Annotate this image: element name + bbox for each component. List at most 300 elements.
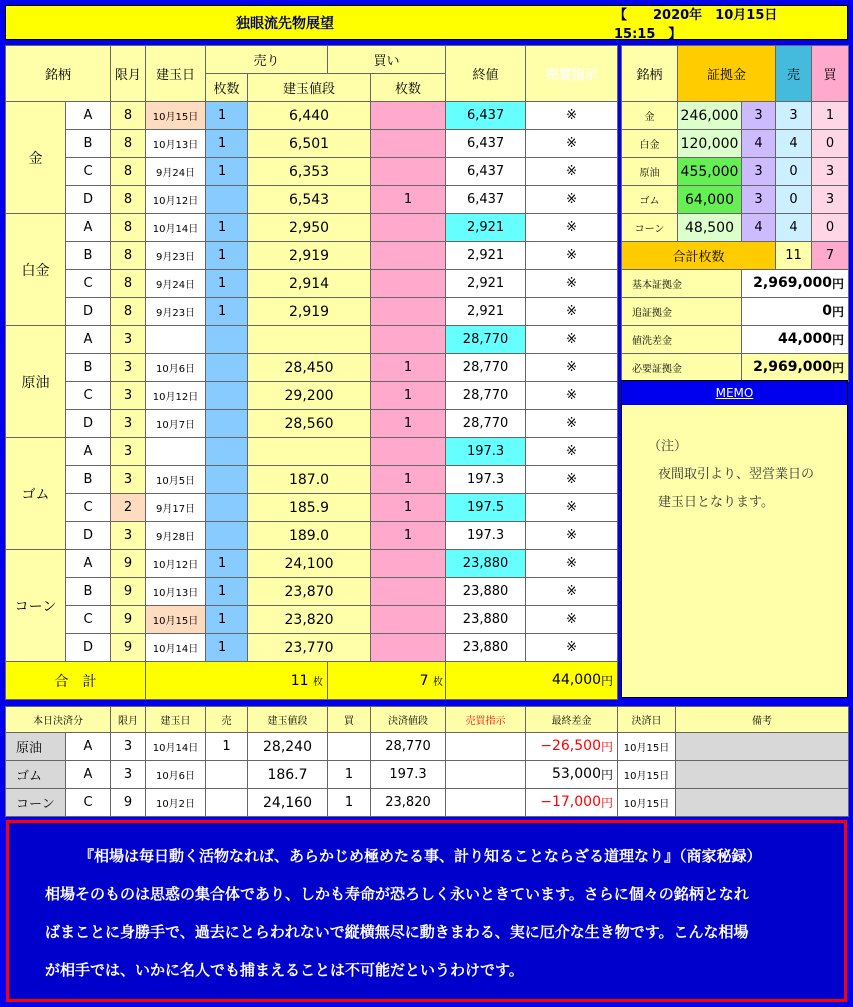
date: 10月15日 xyxy=(146,606,206,634)
close: 6,437 xyxy=(446,186,526,214)
signal: ※ xyxy=(526,354,618,382)
signal: ※ xyxy=(526,158,618,186)
date: 9月24日 xyxy=(146,158,206,186)
side-name: ゴム xyxy=(622,186,678,214)
sell-count xyxy=(206,354,248,382)
limit-letter: C xyxy=(66,270,111,298)
entry-price: 2,950 xyxy=(248,214,371,242)
side-margin: 455,000 xyxy=(678,158,742,186)
settle-note xyxy=(676,789,849,817)
settle-col-c8: 最終差金 xyxy=(526,707,618,733)
entry-price: 28,450 xyxy=(248,354,371,382)
total-sell-value: 11 xyxy=(290,672,309,689)
buy-count xyxy=(371,298,446,326)
sell-count xyxy=(206,410,248,438)
sell-count: 1 xyxy=(206,242,248,270)
buy-count: 1 xyxy=(371,382,446,410)
table-row xyxy=(6,550,618,578)
buy-count xyxy=(371,214,446,242)
date: 10月6日 xyxy=(146,354,206,382)
table-row xyxy=(6,578,618,606)
side-count: 3 xyxy=(742,102,776,130)
total-diff xyxy=(446,662,618,700)
yen-unit: 円 xyxy=(601,674,614,688)
table-row xyxy=(6,298,618,326)
buy-count xyxy=(371,102,446,130)
settlement-table xyxy=(5,706,849,817)
side-sell: 0 xyxy=(776,186,812,214)
settle-sell xyxy=(206,789,248,817)
settle-col-c2: 建玉日 xyxy=(146,707,206,733)
date: 10月12日 xyxy=(146,186,206,214)
yen-unit: 円 xyxy=(832,277,845,291)
total-diff-value: 44,000 xyxy=(552,672,602,688)
table-row xyxy=(6,270,618,298)
close: 2,921 xyxy=(446,214,526,242)
buy-count xyxy=(371,270,446,298)
settle-col-c3: 売 xyxy=(206,707,248,733)
side-name: 白金 xyxy=(622,130,678,158)
limit-letter: C xyxy=(66,494,111,522)
quote-line-1: 『相場は毎日動く活物なれば、あらかじめ極めたる事、計り知ることならざる道理なり』（商家秘録） xyxy=(79,847,762,865)
close: 28,770 xyxy=(446,410,526,438)
signal: ※ xyxy=(526,522,618,550)
settle-note xyxy=(676,761,849,789)
table-row xyxy=(6,102,618,130)
side-margin: 246,000 xyxy=(678,102,742,130)
quote-box xyxy=(6,820,847,1002)
date: 10月5日 xyxy=(146,466,206,494)
date-time: 【 2020年 10月15日 15:15 】 xyxy=(614,7,791,42)
sell-count xyxy=(206,438,248,466)
date: 10月15日 xyxy=(146,102,206,130)
settle-price: 24,160 xyxy=(248,789,328,817)
entry-price: 6,353 xyxy=(248,158,371,186)
settle-col-c6: 決済値段 xyxy=(371,707,446,733)
close: 197.3 xyxy=(446,522,526,550)
entry-price: 28,560 xyxy=(248,410,371,438)
sell-count: 1 xyxy=(206,634,248,662)
summary-amount: 0 xyxy=(822,303,832,319)
month: 3 xyxy=(111,522,146,550)
buy-count xyxy=(371,326,446,354)
total-buy-unit: 枚 xyxy=(433,676,444,688)
memo-title[interactable]: MEMO xyxy=(622,381,847,405)
side-name: 金 xyxy=(622,102,678,130)
month: 3 xyxy=(111,326,146,354)
entry-price: 187.0 xyxy=(248,466,371,494)
col-sell-count: 枚数 xyxy=(206,74,248,102)
col-sell: 売り xyxy=(206,46,328,74)
settle-letter: A xyxy=(66,733,111,761)
month: 8 xyxy=(111,130,146,158)
group-name: コーン xyxy=(6,550,66,662)
side-sell: 4 xyxy=(776,130,812,158)
table-row xyxy=(6,158,618,186)
sell-count xyxy=(206,522,248,550)
side-name: 原油 xyxy=(622,158,678,186)
entry-price xyxy=(248,326,371,354)
close: 6,437 xyxy=(446,130,526,158)
settle-month: 3 xyxy=(111,733,146,761)
table-row xyxy=(6,606,618,634)
month: 9 xyxy=(111,634,146,662)
limit-letter: A xyxy=(66,550,111,578)
limit-letter: D xyxy=(66,410,111,438)
settle-buy: 1 xyxy=(328,761,371,789)
settle-name: ゴム xyxy=(6,761,66,789)
table-row xyxy=(6,242,618,270)
settle-row xyxy=(6,761,849,789)
summary-amount: 2,969,000 xyxy=(753,275,832,291)
buy-count: 1 xyxy=(371,186,446,214)
table-row xyxy=(6,354,618,382)
settle-col-c10: 備考 xyxy=(676,707,849,733)
quote-line-2: 相場そのものは思惑の集合体であり、しかも寿命が恐ろしく永いときています。さらに個々の銘柄となれ xyxy=(45,885,749,903)
entry-price: 185.9 xyxy=(248,494,371,522)
date: 9月17日 xyxy=(146,494,206,522)
settle-diff-value: 53,000 xyxy=(551,766,601,782)
total-buy-value: 7 xyxy=(419,672,429,689)
sell-count: 1 xyxy=(206,298,248,326)
side-margin: 64,000 xyxy=(678,186,742,214)
limit-letter: C xyxy=(66,382,111,410)
date xyxy=(146,438,206,466)
settle-sell xyxy=(206,761,248,789)
col-signal: 売買指示 xyxy=(526,46,618,102)
signal: ※ xyxy=(526,494,618,522)
side-buy: 0 xyxy=(812,130,849,158)
table-row xyxy=(6,382,618,410)
signal: ※ xyxy=(526,578,618,606)
col-price: 建玉値段 xyxy=(248,74,371,102)
limit-letter: C xyxy=(66,606,111,634)
side-buy: 3 xyxy=(812,186,849,214)
title-bar xyxy=(5,5,848,40)
summary-label: 追証拠金 xyxy=(622,298,742,326)
sell-count xyxy=(206,326,248,354)
limit-letter: D xyxy=(66,186,111,214)
month: 9 xyxy=(111,578,146,606)
side-margin: 48,500 xyxy=(678,214,742,242)
date: 10月12日 xyxy=(146,550,206,578)
settle-sell: 1 xyxy=(206,733,248,761)
entry-price: 2,914 xyxy=(248,270,371,298)
settle-col-c0: 本日決済分 xyxy=(6,707,111,733)
side-total-buy: 7 xyxy=(812,242,849,270)
side-sell: 3 xyxy=(776,102,812,130)
settle-price: 186.7 xyxy=(248,761,328,789)
limit-letter: C xyxy=(66,158,111,186)
settle-row xyxy=(6,789,849,817)
signal: ※ xyxy=(526,186,618,214)
settle-date: 10月14日 xyxy=(146,733,206,761)
signal: ※ xyxy=(526,298,618,326)
yen-unit: 円 xyxy=(832,305,845,319)
summary-amount: 2,969,000 xyxy=(753,359,832,375)
table-row xyxy=(6,130,618,158)
signal: ※ xyxy=(526,130,618,158)
close: 28,770 xyxy=(446,326,526,354)
sell-count: 1 xyxy=(206,158,248,186)
settle-diff xyxy=(526,733,618,761)
side-count: 3 xyxy=(742,186,776,214)
settle-close: 28,770 xyxy=(371,733,446,761)
total-label: 合 計 xyxy=(6,662,146,700)
summary-label: 必要証拠金 xyxy=(622,354,742,382)
side-row xyxy=(622,186,849,214)
total-buy xyxy=(328,662,446,700)
limit-letter: A xyxy=(66,214,111,242)
side-margin: 120,000 xyxy=(678,130,742,158)
signal: ※ xyxy=(526,242,618,270)
group-name: 白金 xyxy=(6,214,66,326)
date: 10月14日 xyxy=(146,634,206,662)
date: 9月28日 xyxy=(146,522,206,550)
signal: ※ xyxy=(526,270,618,298)
table-row xyxy=(6,214,618,242)
settle-signal: MO xyxy=(446,789,526,817)
side-name: コーン xyxy=(622,214,678,242)
close: 28,770 xyxy=(446,382,526,410)
entry-price: 24,100 xyxy=(248,550,371,578)
positions-table xyxy=(5,45,618,700)
col-owarine: 終値 xyxy=(446,46,526,102)
summary-value xyxy=(742,326,849,354)
settle-buy: 1 xyxy=(328,789,371,817)
buy-count xyxy=(371,130,446,158)
col-gengetsu: 限月 xyxy=(111,46,146,102)
limit-letter: A xyxy=(66,438,111,466)
margin-table xyxy=(621,45,849,382)
limit-letter: D xyxy=(66,298,111,326)
close: 6,437 xyxy=(446,158,526,186)
group-name: ゴム xyxy=(6,438,66,550)
sell-count: 1 xyxy=(206,270,248,298)
limit-letter: B xyxy=(66,242,111,270)
memo-line: 建玉日となります。 xyxy=(658,495,774,510)
entry-price: 23,870 xyxy=(248,578,371,606)
month: 3 xyxy=(111,354,146,382)
group-name: 金 xyxy=(6,102,66,214)
date: 9月24日 xyxy=(146,270,206,298)
signal: ※ xyxy=(526,606,618,634)
month: 8 xyxy=(111,242,146,270)
close: 28,770 xyxy=(446,354,526,382)
buy-count xyxy=(371,606,446,634)
sell-count xyxy=(206,382,248,410)
side-sell: 4 xyxy=(776,214,812,242)
summary-label: 値洗差金 xyxy=(622,326,742,354)
buy-count: 1 xyxy=(371,522,446,550)
date: 10月7日 xyxy=(146,410,206,438)
side-row xyxy=(622,214,849,242)
settle-date: 10月2日 xyxy=(146,789,206,817)
settle-price: 28,240 xyxy=(248,733,328,761)
col-meigara: 銘柄 xyxy=(6,46,111,102)
buy-count xyxy=(371,242,446,270)
side-buy: 1 xyxy=(812,102,849,130)
sell-count xyxy=(206,466,248,494)
table-row xyxy=(6,438,618,466)
signal: ※ xyxy=(526,466,618,494)
date xyxy=(146,326,206,354)
settle-month: 3 xyxy=(111,761,146,789)
summary-value xyxy=(742,354,849,382)
month: 3 xyxy=(111,410,146,438)
month: 8 xyxy=(111,298,146,326)
entry-price: 6,543 xyxy=(248,186,371,214)
close: 197.3 xyxy=(446,438,526,466)
page-title: 独眼流先物展望 xyxy=(236,15,334,32)
settle-diff-value: −26,500 xyxy=(540,738,601,754)
side-col-margin: 証拠金 xyxy=(678,46,776,102)
side-buy: 3 xyxy=(812,158,849,186)
close: 2,921 xyxy=(446,298,526,326)
group-name: 原油 xyxy=(6,326,66,438)
settle-close: 23,820 xyxy=(371,789,446,817)
settle-diff-value: −17,000 xyxy=(540,794,601,810)
summary-amount: 44,000 xyxy=(777,331,832,347)
entry-price: 29,200 xyxy=(248,382,371,410)
settle-diff xyxy=(526,789,618,817)
table-row xyxy=(6,494,618,522)
side-col-meigara: 銘柄 xyxy=(622,46,678,102)
yen-unit: 円 xyxy=(832,361,845,375)
settle-note xyxy=(676,733,849,761)
settle-date: 10月6日 xyxy=(146,761,206,789)
col-buy: 買い xyxy=(328,46,446,74)
settle-signal: 28,460 xyxy=(446,733,526,761)
settle-row xyxy=(6,733,849,761)
signal: ※ xyxy=(526,438,618,466)
signal: ※ xyxy=(526,326,618,354)
quote-line-3: ばまことに身勝手で、過去にとらわれないで縦横無尽に動きまわる、実に厄介な生き物です。こんな相場 xyxy=(45,923,749,941)
yen-unit: 円 xyxy=(832,333,845,347)
date: 10月13日 xyxy=(146,130,206,158)
sell-count: 1 xyxy=(206,606,248,634)
table-row xyxy=(6,522,618,550)
month: 9 xyxy=(111,606,146,634)
settle-day: 10月15日 xyxy=(618,789,676,817)
side-row xyxy=(622,130,849,158)
buy-count: 1 xyxy=(371,466,446,494)
table-row xyxy=(6,634,618,662)
side-col-sell: 売 xyxy=(776,46,812,102)
close: 23,880 xyxy=(446,634,526,662)
limit-letter: D xyxy=(66,522,111,550)
close: 197.5 xyxy=(446,494,526,522)
entry-price: 23,820 xyxy=(248,606,371,634)
total-sell xyxy=(146,662,328,700)
entry-price: 23,770 xyxy=(248,634,371,662)
buy-count: 1 xyxy=(371,494,446,522)
buy-count xyxy=(371,438,446,466)
table-row xyxy=(6,326,618,354)
summary-value xyxy=(742,298,849,326)
sell-count xyxy=(206,494,248,522)
buy-count: 1 xyxy=(371,410,446,438)
date: 9月23日 xyxy=(146,298,206,326)
side-count: 4 xyxy=(742,130,776,158)
signal: ※ xyxy=(526,214,618,242)
date: 9月23日 xyxy=(146,242,206,270)
summary-label: 基本証拠金 xyxy=(622,270,742,298)
total-sell-unit: 枚 xyxy=(313,676,324,688)
date: 10月13日 xyxy=(146,578,206,606)
close: 23,880 xyxy=(446,606,526,634)
settle-col-c1: 限月 xyxy=(111,707,146,733)
close: 6,437 xyxy=(446,102,526,130)
side-total-sell: 11 xyxy=(776,242,812,270)
limit-letter: B xyxy=(66,354,111,382)
sell-count: 1 xyxy=(206,550,248,578)
buy-count xyxy=(371,634,446,662)
quote-line-4: が相手では、いかに名人でも捕まえることは不可能だというわけです。 xyxy=(45,961,524,979)
settle-diff xyxy=(526,761,618,789)
table-row xyxy=(6,186,618,214)
side-buy: 0 xyxy=(812,214,849,242)
entry-price: 6,501 xyxy=(248,130,371,158)
settle-month: 9 xyxy=(111,789,146,817)
signal: ※ xyxy=(526,410,618,438)
close: 23,880 xyxy=(446,550,526,578)
date: 10月14日 xyxy=(146,214,206,242)
settle-close: 197.3 xyxy=(371,761,446,789)
settle-name: 原油 xyxy=(6,733,66,761)
month: 8 xyxy=(111,102,146,130)
limit-letter: D xyxy=(66,634,111,662)
side-sell: 0 xyxy=(776,158,812,186)
month: 3 xyxy=(111,466,146,494)
entry-price: 189.0 xyxy=(248,522,371,550)
settle-col-c5: 買 xyxy=(328,707,371,733)
month: 2 xyxy=(111,494,146,522)
buy-count xyxy=(371,578,446,606)
settle-letter: A xyxy=(66,761,111,789)
entry-price xyxy=(248,438,371,466)
limit-letter: B xyxy=(66,466,111,494)
settle-letter: C xyxy=(66,789,111,817)
signal: ※ xyxy=(526,102,618,130)
memo-line: （注） xyxy=(648,439,688,454)
signal: ※ xyxy=(526,382,618,410)
yen-unit: 円 xyxy=(600,768,613,782)
settle-buy xyxy=(328,733,371,761)
entry-price: 2,919 xyxy=(248,242,371,270)
signal: ※ xyxy=(526,550,618,578)
yen-unit: 円 xyxy=(600,796,613,810)
side-row xyxy=(622,158,849,186)
buy-count xyxy=(371,550,446,578)
settle-col-c7: 売買指示 xyxy=(446,707,526,733)
buy-count xyxy=(371,158,446,186)
month: 8 xyxy=(111,270,146,298)
memo-panel xyxy=(621,380,848,698)
settle-col-c9: 決済日 xyxy=(618,707,676,733)
limit-letter: B xyxy=(66,130,111,158)
entry-price: 2,919 xyxy=(248,298,371,326)
month: 8 xyxy=(111,158,146,186)
yen-unit: 円 xyxy=(600,740,613,754)
sell-count: 1 xyxy=(206,102,248,130)
entry-price: 6,440 xyxy=(248,102,371,130)
side-col-buy: 買 xyxy=(812,46,849,102)
summary-value xyxy=(742,270,849,298)
settle-day: 10月15日 xyxy=(618,733,676,761)
side-count: 4 xyxy=(742,214,776,242)
limit-letter: B xyxy=(66,578,111,606)
